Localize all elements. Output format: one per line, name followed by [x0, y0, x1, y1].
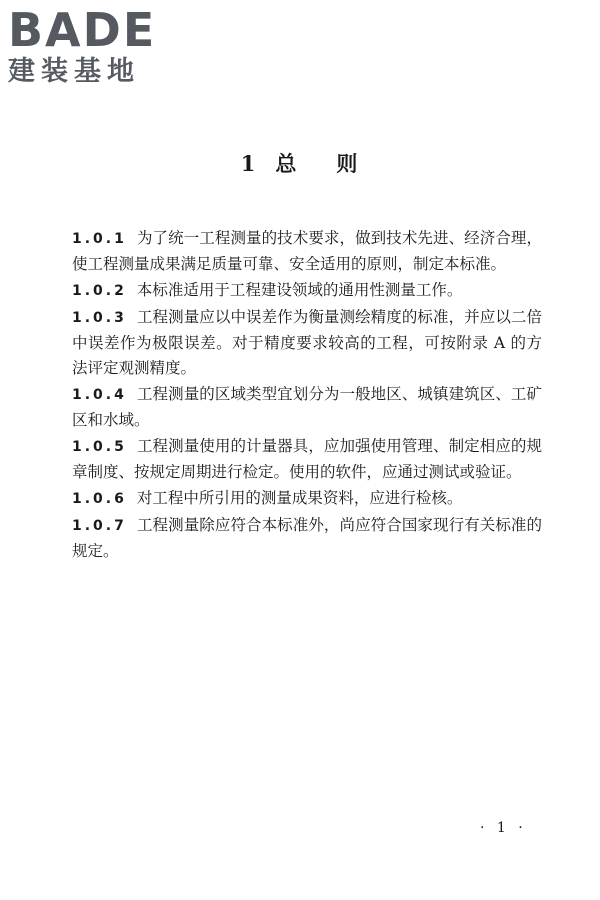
logo-subtitle: 建装基地	[8, 56, 140, 87]
page-number: · 1 ·	[480, 820, 527, 836]
clause-number: 1.0.1	[72, 231, 127, 247]
clause-number: 1.0.4	[72, 387, 127, 403]
clause-list	[72, 226, 542, 565]
chapter-number: 1	[240, 151, 258, 176]
clause-1-0-1	[72, 226, 542, 277]
clause-1-0-4	[72, 382, 542, 433]
chapter-title	[0, 148, 600, 178]
bade-logo	[8, 3, 178, 90]
chapter-title-word-2: 则	[336, 151, 360, 176]
clause-text: 工程测量使用的计量器具，应加强使用管理、制定相应的规章制度、按规定周期进行检定。使用的软件，应通过测试或验证。	[72, 437, 542, 481]
clause-1-0-5	[72, 434, 542, 485]
clause-text: 为了统一工程测量的技术要求，做到技术先进、经济合理，使工程测量成果满足质量可靠、安全适用的原则，制定本标准。	[72, 229, 542, 273]
clause-number: 1.0.7	[72, 518, 127, 534]
clause-text: 工程测量应以中误差作为衡量测绘精度的标准，并应以二倍中误差作为极限误差。对于精度要求较高的工程，可按附录 A 的方法评定观测精度。	[72, 308, 542, 377]
logo-wordmark: BADE	[8, 3, 157, 57]
clause-number: 1.0.2	[72, 283, 127, 299]
clause-1-0-7	[72, 513, 542, 564]
clause-number: 1.0.6	[72, 491, 127, 507]
clause-1-0-2	[72, 278, 542, 304]
chapter-title-word-1: 总	[275, 151, 299, 176]
clause-text: 对工程中所引用的测量成果资料，应进行检核。	[136, 489, 463, 507]
clause-1-0-6	[72, 486, 542, 512]
clause-text: 工程测量的区域类型宜划分为一般地区、城镇建筑区、工矿区和水域。	[72, 385, 542, 429]
clause-text: 本标准适用于工程建设领域的通用性测量工作。	[136, 281, 463, 299]
clause-1-0-3	[72, 305, 542, 381]
clause-number: 1.0.3	[72, 310, 127, 326]
clause-number: 1.0.5	[72, 439, 127, 455]
clause-text: 工程测量除应符合本标准外，尚应符合国家现行有关标准的规定。	[72, 516, 542, 560]
